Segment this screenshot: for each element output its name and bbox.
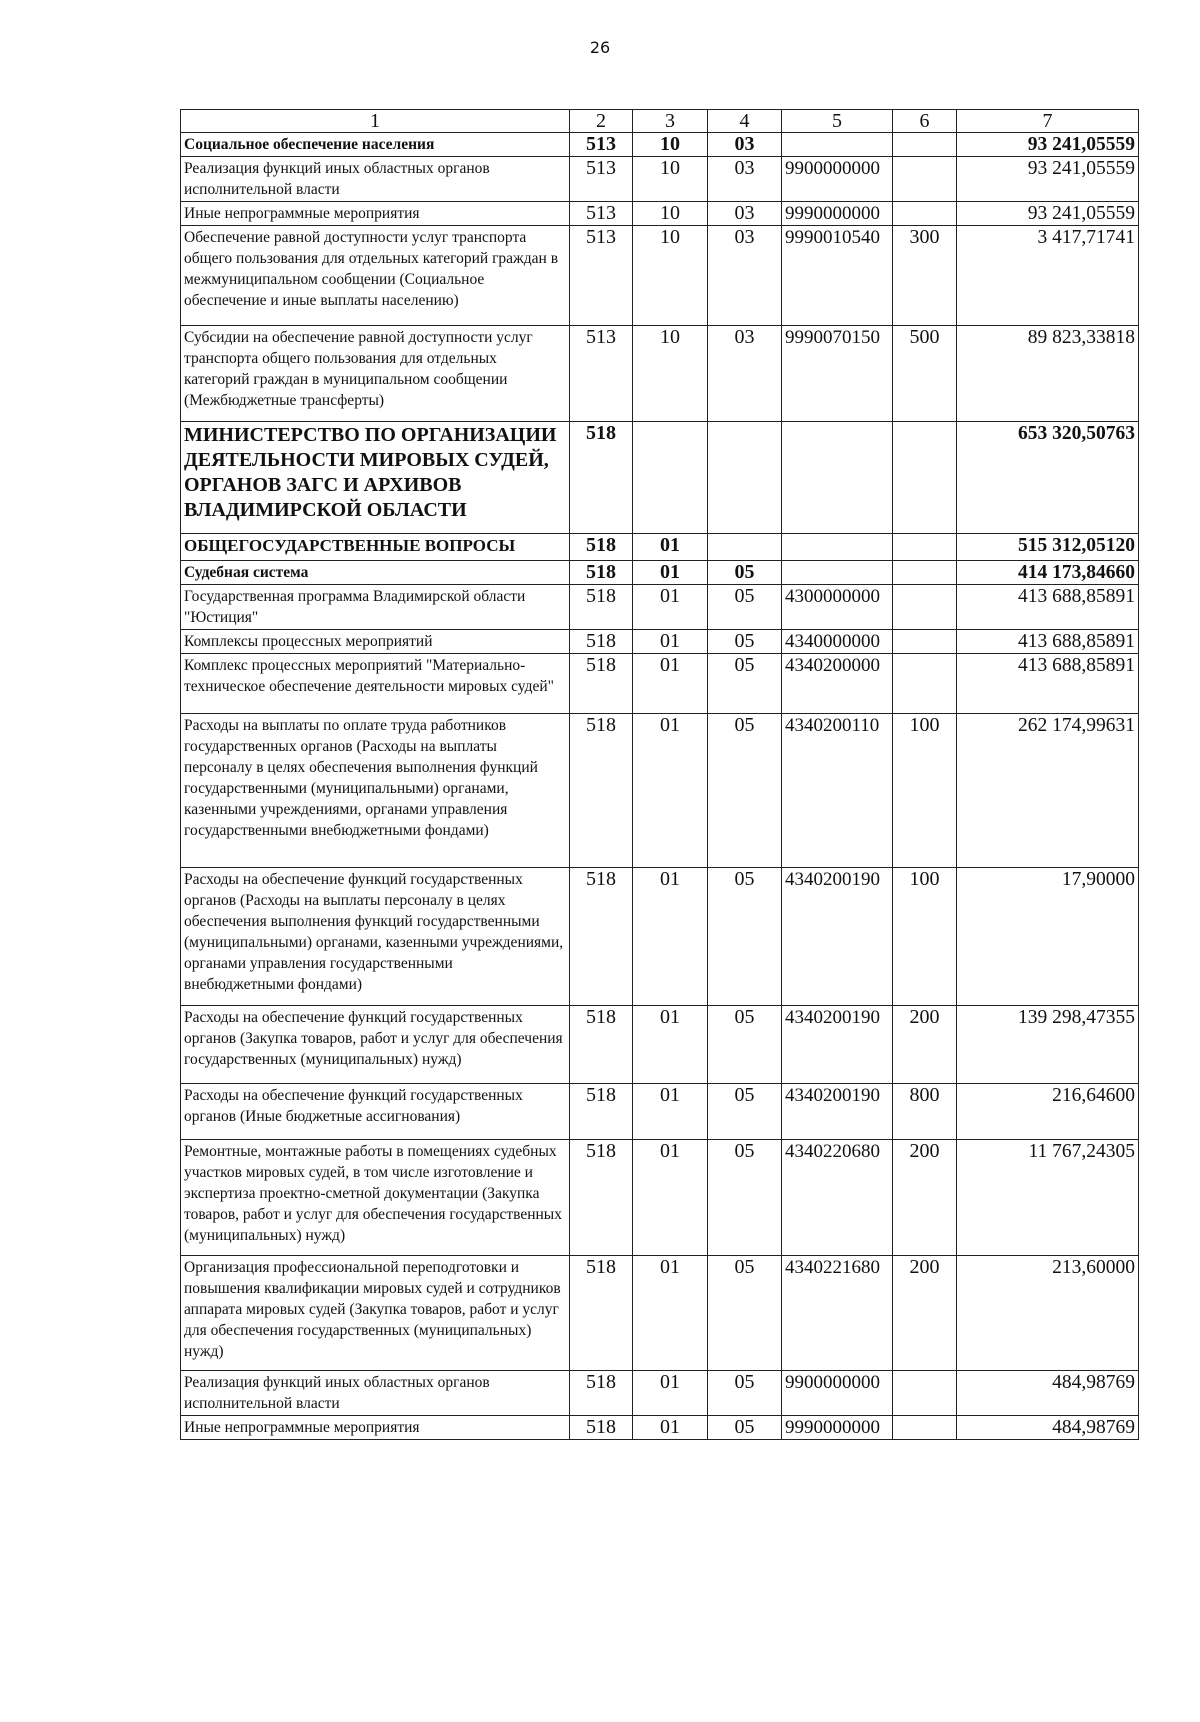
row-name: Расходы на выплаты по оплате труда работников государственных органов (Расходы на выплаты персоналу в целях обеспечения выполнения функций государственными (муниципальными) органами, казенными учреждениями, органами управления государственными внебюджетными фондами) xyxy=(181,714,570,868)
row-code-6 xyxy=(893,654,957,714)
table-row xyxy=(181,714,1139,868)
row-code-5 xyxy=(782,534,893,561)
table-row xyxy=(181,326,1139,422)
table-row xyxy=(181,868,1139,1006)
row-name: Расходы на обеспечение функций государственных органов (Закупка товаров, работ и услуг для обеспечения государственных (муниципальных) нужд) xyxy=(181,1006,570,1084)
row-name: Расходы на обеспечение функций государственных органов (Расходы на выплаты персоналу в целях обеспечения выполнения функций государственными (муниципальными) органами, казенными учреждениями, органами управления государственными внебюджетными фондами) xyxy=(181,868,570,1006)
row-name: Государственная программа Владимирской области "Юстиция" xyxy=(181,585,570,630)
row-amount: 413 688,85891 xyxy=(957,654,1139,714)
row-code-3: 10 xyxy=(633,202,708,226)
table-row xyxy=(181,630,1139,654)
row-code-3: 10 xyxy=(633,326,708,422)
budget-table xyxy=(180,109,1139,1440)
table-row xyxy=(181,133,1139,157)
row-code-5: 4300000000 xyxy=(782,585,893,630)
row-code-5: 4340200000 xyxy=(782,654,893,714)
row-code-4: 05 xyxy=(708,1084,782,1140)
row-code-6 xyxy=(893,133,957,157)
row-code-6: 300 xyxy=(893,226,957,326)
table-row xyxy=(181,202,1139,226)
row-code-5: 9900000000 xyxy=(782,1371,893,1416)
row-name: Социальное обеспечение населения xyxy=(181,133,570,157)
row-code-6: 200 xyxy=(893,1140,957,1256)
table-row xyxy=(181,1140,1139,1256)
row-code-3: 01 xyxy=(633,1371,708,1416)
row-code-3: 01 xyxy=(633,1084,708,1140)
row-name: Иные непрограммные мероприятия xyxy=(181,1416,570,1440)
row-code-4: 03 xyxy=(708,157,782,202)
row-name: Судебная система xyxy=(181,561,570,585)
row-code-6 xyxy=(893,202,957,226)
row-code-4: 03 xyxy=(708,202,782,226)
row-amount: 93 241,05559 xyxy=(957,202,1139,226)
row-code-5: 9900000000 xyxy=(782,157,893,202)
row-amount: 216,64600 xyxy=(957,1084,1139,1140)
row-code-5: 4340221680 xyxy=(782,1256,893,1371)
row-code-4: 05 xyxy=(708,630,782,654)
row-code-6: 100 xyxy=(893,868,957,1006)
row-code-3: 01 xyxy=(633,1416,708,1440)
page-number: 26 xyxy=(589,38,611,57)
row-code-4: 05 xyxy=(708,714,782,868)
row-code-3: 10 xyxy=(633,157,708,202)
row-code-2: 518 xyxy=(570,1416,633,1440)
row-code-4: 05 xyxy=(708,561,782,585)
table-row xyxy=(181,226,1139,326)
col-header-6: 6 xyxy=(893,110,957,133)
row-code-2: 518 xyxy=(570,561,633,585)
row-code-4: 05 xyxy=(708,1371,782,1416)
row-code-6 xyxy=(893,157,957,202)
row-name: Расходы на обеспечение функций государственных органов (Иные бюджетные ассигнования) xyxy=(181,1084,570,1140)
row-code-3: 01 xyxy=(633,1006,708,1084)
row-code-2: 518 xyxy=(570,630,633,654)
header-row xyxy=(181,110,1139,133)
row-amount: 3 417,71741 xyxy=(957,226,1139,326)
row-code-5: 9990000000 xyxy=(782,1416,893,1440)
row-code-2: 518 xyxy=(570,534,633,561)
row-code-6: 500 xyxy=(893,326,957,422)
row-name: Комплексы процессных мероприятий xyxy=(181,630,570,654)
row-code-4: 05 xyxy=(708,1416,782,1440)
row-code-2: 518 xyxy=(570,654,633,714)
row-name: Ремонтные, монтажные работы в помещениях судебных участков мировых судей, в том числе изготовление и экспертиза проектно-сметной документации (Закупка товаров, работ и услуг для обеспечения государственных (муниципальных) нужд) xyxy=(181,1140,570,1256)
col-header-2: 2 xyxy=(570,110,633,133)
col-header-3: 3 xyxy=(633,110,708,133)
table-row xyxy=(181,561,1139,585)
row-name: Реализация функций иных областных органов исполнительной власти xyxy=(181,157,570,202)
row-code-5: 4340200190 xyxy=(782,1006,893,1084)
row-code-5: 9990000000 xyxy=(782,202,893,226)
row-code-5: 4340200190 xyxy=(782,1084,893,1140)
col-header-1: 1 xyxy=(181,110,570,133)
table-row xyxy=(181,422,1139,534)
row-amount: 413 688,85891 xyxy=(957,585,1139,630)
row-code-6: 200 xyxy=(893,1006,957,1084)
row-name: Субсидии на обеспечение равной доступности услуг транспорта общего пользования для отдельных категорий граждан в муниципальном сообщении (Межбюджетные трансферты) xyxy=(181,326,570,422)
col-header-5: 5 xyxy=(782,110,893,133)
table-row xyxy=(181,534,1139,561)
table-row xyxy=(181,1256,1139,1371)
table-row xyxy=(181,1084,1139,1140)
row-code-4: 03 xyxy=(708,226,782,326)
row-code-6 xyxy=(893,534,957,561)
row-code-2: 518 xyxy=(570,714,633,868)
row-amount: 89 823,33818 xyxy=(957,326,1139,422)
row-code-4: 05 xyxy=(708,1140,782,1256)
row-amount: 484,98769 xyxy=(957,1416,1139,1440)
row-code-2: 513 xyxy=(570,202,633,226)
row-code-3: 10 xyxy=(633,133,708,157)
row-code-2: 518 xyxy=(570,1006,633,1084)
row-code-3 xyxy=(633,422,708,534)
row-code-5: 4340200190 xyxy=(782,868,893,1006)
row-code-5 xyxy=(782,422,893,534)
row-amount: 413 688,85891 xyxy=(957,630,1139,654)
row-amount: 653 320,50763 xyxy=(957,422,1139,534)
row-amount: 11 767,24305 xyxy=(957,1140,1139,1256)
row-code-3: 01 xyxy=(633,534,708,561)
row-amount: 515 312,05120 xyxy=(957,534,1139,561)
row-code-2: 513 xyxy=(570,133,633,157)
row-code-2: 518 xyxy=(570,1371,633,1416)
row-code-5: 9990070150 xyxy=(782,326,893,422)
row-code-5: 4340200110 xyxy=(782,714,893,868)
budget-body xyxy=(181,133,1139,1440)
row-code-2: 518 xyxy=(570,422,633,534)
row-code-5: 4340000000 xyxy=(782,630,893,654)
row-code-2: 518 xyxy=(570,1256,633,1371)
row-amount: 484,98769 xyxy=(957,1371,1139,1416)
table-row xyxy=(181,157,1139,202)
row-code-3: 01 xyxy=(633,561,708,585)
row-code-2: 513 xyxy=(570,157,633,202)
row-code-3: 01 xyxy=(633,654,708,714)
col-header-4: 4 xyxy=(708,110,782,133)
row-code-6 xyxy=(893,585,957,630)
row-code-5 xyxy=(782,561,893,585)
row-code-6 xyxy=(893,422,957,534)
row-code-4 xyxy=(708,534,782,561)
row-code-6 xyxy=(893,1416,957,1440)
row-amount: 213,60000 xyxy=(957,1256,1139,1371)
row-name: МИНИСТЕРСТВО ПО ОРГАНИЗАЦИИ ДЕЯТЕЛЬНОСТИ МИРОВЫХ СУДЕЙ, ОРГАНОВ ЗАГС И АРХИВОВ ВЛАДИМИРСКОЙ ОБЛАСТИ xyxy=(181,422,570,534)
row-name: Комплекс процессных мероприятий "Материально-техническое обеспечение деятельности мировых судей" xyxy=(181,654,570,714)
row-code-3: 01 xyxy=(633,714,708,868)
row-name: Иные непрограммные мероприятия xyxy=(181,202,570,226)
row-name: Организация профессиональной переподготовки и повышения квалификации мировых судей и сотрудников аппарата мировых судей (Закупка товаров, работ и услуг для обеспечения государственных (муниципальных) нужд) xyxy=(181,1256,570,1371)
row-code-2: 518 xyxy=(570,1140,633,1256)
row-code-4: 05 xyxy=(708,585,782,630)
table-row xyxy=(181,1371,1139,1416)
row-code-3: 01 xyxy=(633,585,708,630)
row-code-3: 10 xyxy=(633,226,708,326)
row-amount: 93 241,05559 xyxy=(957,133,1139,157)
row-name: ОБЩЕГОСУДАРСТВЕННЫЕ ВОПРОСЫ xyxy=(181,534,570,561)
table-row xyxy=(181,1416,1139,1440)
row-code-5: 9990010540 xyxy=(782,226,893,326)
row-code-2: 513 xyxy=(570,326,633,422)
row-code-6 xyxy=(893,630,957,654)
row-amount: 17,90000 xyxy=(957,868,1139,1006)
row-code-5 xyxy=(782,133,893,157)
row-code-2: 518 xyxy=(570,1084,633,1140)
row-code-6: 800 xyxy=(893,1084,957,1140)
row-code-4: 05 xyxy=(708,654,782,714)
row-code-2: 518 xyxy=(570,585,633,630)
row-amount: 139 298,47355 xyxy=(957,1006,1139,1084)
row-code-5: 4340220680 xyxy=(782,1140,893,1256)
row-code-6 xyxy=(893,561,957,585)
row-amount: 262 174,99631 xyxy=(957,714,1139,868)
row-code-3: 01 xyxy=(633,630,708,654)
table-row xyxy=(181,1006,1139,1084)
row-code-2: 513 xyxy=(570,226,633,326)
row-code-3: 01 xyxy=(633,1256,708,1371)
row-code-6: 200 xyxy=(893,1256,957,1371)
row-code-4: 05 xyxy=(708,1256,782,1371)
row-code-4 xyxy=(708,422,782,534)
row-code-6 xyxy=(893,1371,957,1416)
row-code-3: 01 xyxy=(633,868,708,1006)
table-row xyxy=(181,654,1139,714)
row-name: Обеспечение равной доступности услуг транспорта общего пользования для отдельных категорий граждан в межмуниципальном сообщении (Социальное обеспечение и иные выплаты населению) xyxy=(181,226,570,326)
row-code-6: 100 xyxy=(893,714,957,868)
row-code-4: 03 xyxy=(708,133,782,157)
row-amount: 414 173,84660 xyxy=(957,561,1139,585)
table-row xyxy=(181,585,1139,630)
row-code-4: 05 xyxy=(708,868,782,1006)
row-code-3: 01 xyxy=(633,1140,708,1256)
col-header-7: 7 xyxy=(957,110,1139,133)
row-amount: 93 241,05559 xyxy=(957,157,1139,202)
row-code-4: 05 xyxy=(708,1006,782,1084)
row-name: Реализация функций иных областных органов исполнительной власти xyxy=(181,1371,570,1416)
row-code-4: 03 xyxy=(708,326,782,422)
row-code-2: 518 xyxy=(570,868,633,1006)
